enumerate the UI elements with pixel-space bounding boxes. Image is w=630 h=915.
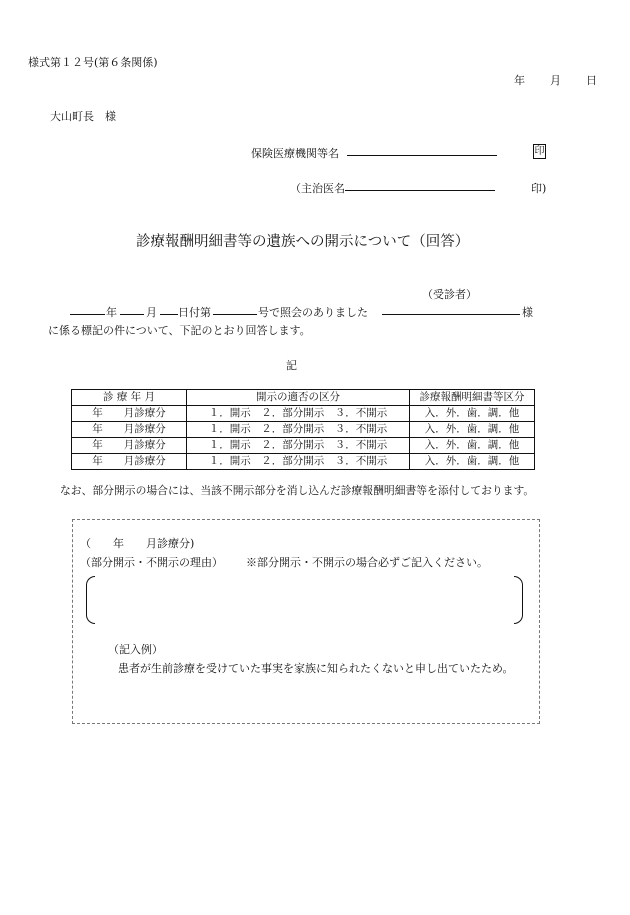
form-number: 様式第１２号(第６条関係) [28,56,158,69]
partial-disclosure-note: なお、部分開示の場合には、当該不開示部分を消し込んだ診療報酬明細書等を添付しております。 [60,484,535,497]
row-period[interactable]: 年 月診療分 [72,406,187,422]
reference-month-field[interactable] [120,302,144,315]
table-row [72,422,535,438]
reason-left-bracket [86,576,95,624]
reason-period: （ 年 月診療分) [80,537,195,550]
table-row [72,454,535,470]
reference-day-field[interactable] [160,302,178,315]
header-disclosure: 開示の適否の区分 [187,390,410,406]
row-disclosure[interactable]: １．開示 ２．部分開示 ３．不開示 [187,422,410,438]
row-category[interactable]: 入．外．歯．調．他 [410,438,535,454]
disclosure-table [71,389,535,470]
institution-name-field[interactable] [347,143,497,156]
row-category[interactable]: 入．外．歯．調．他 [410,422,535,438]
row-period[interactable]: 年 月診療分 [72,422,187,438]
example-label: （記入例） [108,643,163,656]
example-text: 患者が生前診療を受けていた事実を家族に知られたくないと申し出ていたため。 [118,662,514,675]
line2: に係る標記の件について、下記のとおり回答します。 [48,324,311,337]
row-period[interactable]: 年 月診療分 [72,438,187,454]
reason-label: （部分開示・不開示の理由） [80,556,223,569]
doctor-label: （主治医名 [290,182,345,195]
ki-label: 記 [286,359,297,372]
document-title: 診療報酬明細書等の遺族への開示について（回答） [136,234,470,250]
table-row [72,438,535,454]
row-disclosure[interactable]: １．開示 ２．部分開示 ３．不開示 [187,438,410,454]
patient-label: （受診者） [422,288,477,301]
reference-number-field[interactable] [213,302,257,315]
row-period[interactable]: 年 月診療分 [72,454,187,470]
reason-note: ※部分開示・不開示の場合必ずご記入ください。 [246,556,488,569]
seal-paren: 印) [531,182,547,195]
row-disclosure[interactable]: １．開示 ２．部分開示 ３．不開示 [187,406,410,422]
reference-year-field[interactable] [70,302,105,315]
patient-name-field[interactable] [382,302,520,315]
date-day-label: 日 [586,74,597,87]
date-year-label: 年 [514,74,525,87]
seal-boxed: 印 [534,146,545,157]
line1-month: 月 [146,306,157,319]
doctor-name-field[interactable] [345,178,495,191]
reason-input-area[interactable] [96,580,512,618]
row-category[interactable]: 入．外．歯．調．他 [410,406,535,422]
header-period: 診 療 年 月 [72,390,187,406]
addressee: 大山町長 様 [50,110,116,123]
row-category[interactable]: 入．外．歯．調．他 [410,454,535,470]
reason-right-bracket [514,576,523,624]
row-disclosure[interactable]: １．開示 ２．部分開示 ３．不開示 [187,454,410,470]
header-category: 診療報酬明細書等区分 [410,390,535,406]
line1-mid: 号で照会のありました [258,306,368,319]
table-row [72,406,535,422]
date-month-label: 月 [550,74,561,87]
line1-year: 年 [106,306,117,319]
line1-suffix: 様 [522,306,533,319]
table-header-row [72,390,535,406]
institution-label: 保険医療機関等名 [251,147,339,160]
line1-day-prefix: 日付第 [178,306,211,319]
